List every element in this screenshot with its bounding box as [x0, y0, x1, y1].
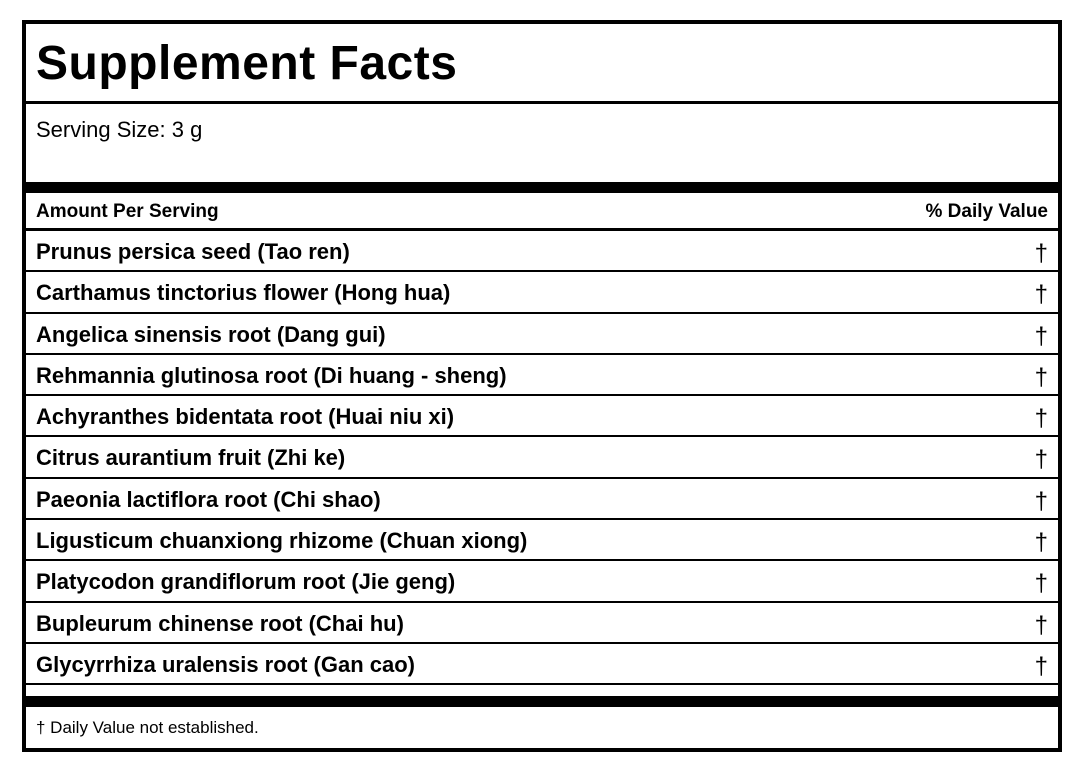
daily-value-mark: †	[1034, 363, 1048, 391]
amount-per-serving-header: Amount Per Serving	[36, 201, 219, 222]
daily-value-header: % Daily Value	[925, 201, 1048, 222]
daily-value-mark: †	[1034, 240, 1048, 267]
ingredient-row	[26, 603, 1058, 644]
ingredient-row	[26, 231, 1058, 272]
ingredient-name: Carthamus tinctorius flower (Hong hua)	[36, 280, 451, 306]
daily-value-mark: †	[1034, 405, 1048, 433]
ingredient-name: Platycodon grandiflorum root (Jie geng)	[36, 569, 456, 595]
ingredient-row	[26, 314, 1058, 355]
ingredient-name: Citrus aurantium fruit (Zhi ke)	[36, 445, 346, 471]
column-header-row	[26, 193, 1058, 231]
supplement-facts-panel	[22, 20, 1062, 752]
ingredient-row	[26, 355, 1058, 396]
ingredient-name: Angelica sinensis root (Dang gui)	[36, 321, 386, 347]
ingredient-name: Paeonia lactiflora root (Chi shao)	[36, 486, 381, 512]
ingredient-name: Ligusticum chuanxiong rhizome (Chuan xiong)	[36, 528, 528, 554]
thick-divider-top	[26, 182, 1058, 193]
ingredient-row	[26, 272, 1058, 313]
ingredient-name: Bupleurum chinense root (Chai hu)	[36, 610, 404, 636]
ingredient-row	[26, 561, 1058, 602]
daily-value-mark: †	[1034, 611, 1048, 639]
thick-divider-bottom	[26, 696, 1058, 707]
ingredient-name: Prunus persica seed (Tao ren)	[36, 239, 350, 264]
ingredient-row	[26, 644, 1058, 685]
footnote: † Daily Value not established.	[36, 718, 259, 737]
panel-title: Supplement Facts	[26, 24, 1058, 104]
ingredient-row	[26, 520, 1058, 561]
ingredient-list	[26, 231, 1058, 685]
daily-value-mark: †	[1034, 570, 1048, 598]
ingredient-name: Achyranthes bidentata root (Huai niu xi)	[36, 404, 455, 430]
daily-value-mark: †	[1034, 446, 1048, 474]
ingredient-name: Glycyrrhiza uralensis root (Gan cao)	[36, 651, 416, 677]
ingredient-name: Rehmannia glutinosa root (Di huang - sheng)	[36, 362, 507, 388]
daily-value-mark: †	[1034, 322, 1048, 350]
ingredient-row	[26, 479, 1058, 520]
daily-value-mark: †	[1034, 487, 1048, 515]
daily-value-mark: †	[1034, 281, 1048, 309]
serving-size: Serving Size: 3 g	[36, 117, 203, 142]
daily-value-mark: †	[1034, 652, 1048, 680]
ingredient-row	[26, 437, 1058, 478]
ingredient-row	[26, 396, 1058, 437]
daily-value-mark: †	[1034, 529, 1048, 557]
